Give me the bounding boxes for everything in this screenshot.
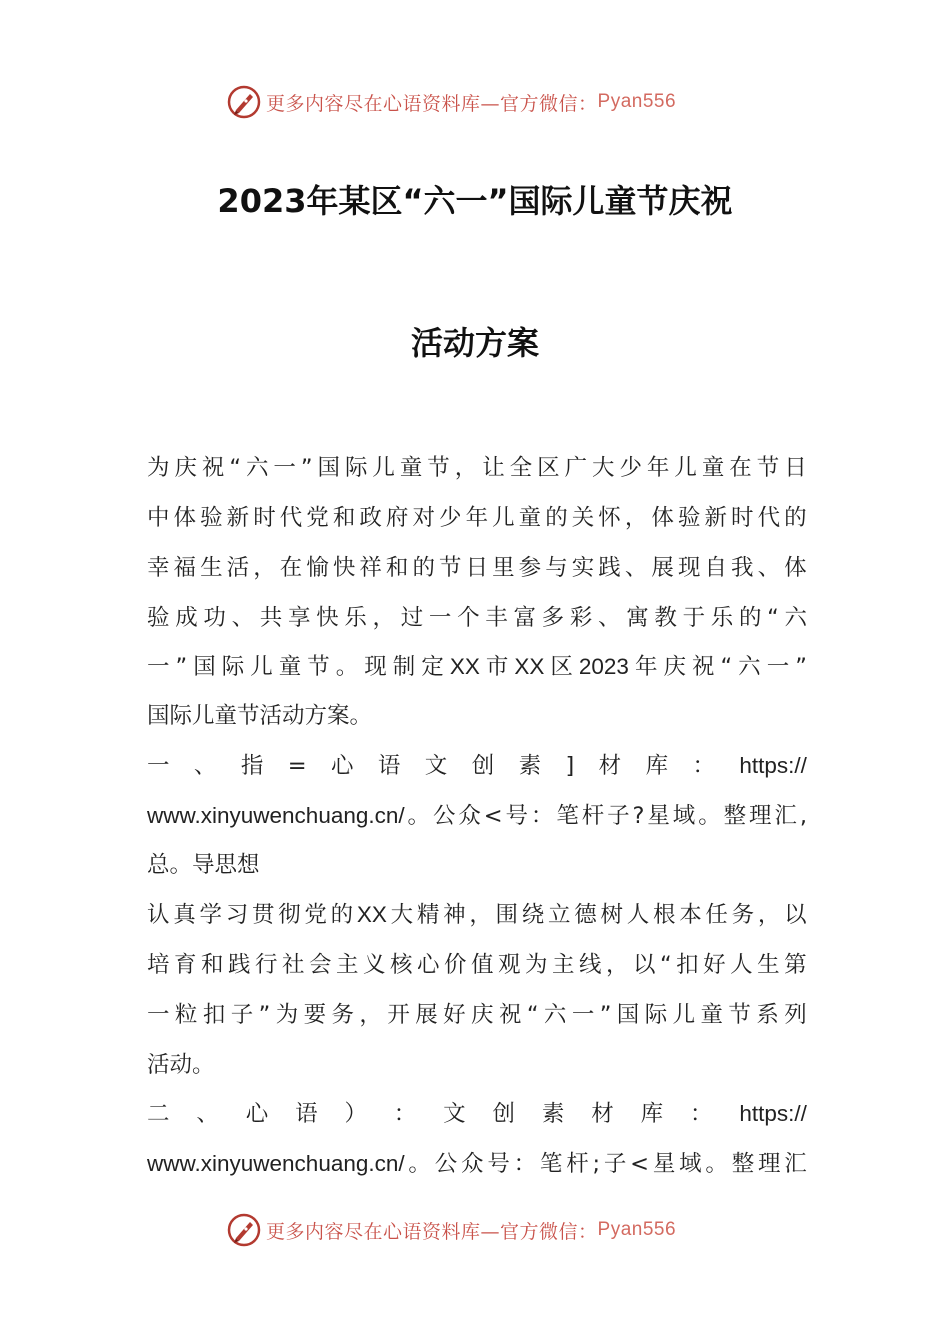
text-glyph: 一 bbox=[147, 1002, 170, 1028]
text-glyph: 在 bbox=[279, 555, 303, 581]
text-glyph: 的 bbox=[330, 902, 354, 928]
text-glyph: 务 bbox=[331, 1002, 355, 1028]
text-glyph: 线 bbox=[579, 952, 602, 978]
text-glyph: 活 bbox=[226, 555, 250, 581]
text-glyph: 幸 bbox=[147, 555, 170, 581]
text-glyph: 区 bbox=[550, 654, 573, 680]
header-watermark-banner bbox=[0, 82, 950, 122]
text-glyph: 生 bbox=[200, 555, 223, 581]
text-glyph: 多 bbox=[541, 605, 565, 631]
text-glyph: 和 bbox=[332, 505, 356, 531]
text-glyph: ” bbox=[258, 1002, 271, 1028]
text-glyph: 扣 bbox=[202, 1002, 226, 1028]
text-glyph: 习 bbox=[225, 902, 249, 928]
text-glyph: ， bbox=[359, 1002, 382, 1028]
text-glyph: 德 bbox=[574, 902, 597, 928]
text-glyph: 星 bbox=[652, 1151, 676, 1177]
body-line bbox=[147, 801, 807, 831]
text-glyph: 真 bbox=[173, 902, 196, 928]
text-glyph: ， bbox=[757, 902, 781, 928]
text-glyph: 星 bbox=[647, 803, 670, 829]
text-glyph: 践 bbox=[598, 555, 621, 581]
text-glyph: 六 bbox=[784, 605, 807, 631]
text-glyph: 一 bbox=[428, 605, 452, 631]
text-glyph: 童 bbox=[701, 455, 725, 481]
text-glyph: 公 bbox=[432, 803, 456, 829]
text-glyph: 众 bbox=[458, 803, 481, 829]
text-glyph: 展 bbox=[651, 555, 674, 581]
text-glyph: 定 bbox=[421, 654, 444, 680]
text-glyph: 务 bbox=[731, 902, 755, 928]
text-glyph: 一 bbox=[147, 654, 170, 680]
text-glyph: 号 bbox=[487, 1151, 510, 1177]
text-glyph: 一 bbox=[273, 455, 296, 481]
text-glyph: 共 bbox=[259, 605, 283, 631]
text-glyph: 节 bbox=[439, 555, 462, 581]
text-glyph: 理 bbox=[749, 803, 772, 829]
text-glyph: 立 bbox=[548, 902, 571, 928]
text-glyph: 新 bbox=[226, 505, 250, 531]
text-glyph: 市 bbox=[485, 654, 509, 680]
text-glyph: 成 bbox=[175, 605, 198, 631]
text-glyph: 要 bbox=[303, 1002, 327, 1028]
text-glyph: 国 bbox=[616, 1002, 640, 1028]
text-glyph: 扣 bbox=[676, 952, 699, 978]
text-glyph: “ bbox=[229, 455, 242, 481]
text-glyph: 粒 bbox=[174, 1002, 198, 1028]
text-glyph: < bbox=[630, 1151, 650, 1177]
text-glyph: ： bbox=[530, 803, 554, 829]
text-glyph: 创 bbox=[471, 753, 495, 779]
text-glyph: 验 bbox=[200, 505, 223, 531]
text-glyph: 时 bbox=[731, 505, 754, 531]
text-glyph: 与 bbox=[545, 555, 568, 581]
text-glyph: 区 bbox=[537, 455, 560, 481]
text-glyph: ” bbox=[175, 654, 188, 680]
text-glyph: 际 bbox=[221, 654, 245, 680]
text-glyph: 为 bbox=[275, 1002, 299, 1028]
text-glyph: 杆 bbox=[566, 1151, 589, 1177]
text-glyph: 验 bbox=[147, 605, 170, 631]
text-glyph: 现 bbox=[677, 555, 701, 581]
document-title-line-1: 2023年某区“六一”国际儿童节庆祝 bbox=[217, 182, 733, 220]
text-glyph: 少 bbox=[439, 505, 462, 531]
text-glyph: 语 bbox=[295, 1101, 318, 1127]
text-glyph: 行 bbox=[255, 952, 278, 978]
text-glyph: 彻 bbox=[278, 902, 301, 928]
text-glyph: 列 bbox=[784, 1002, 807, 1028]
text-glyph: 主 bbox=[552, 952, 575, 978]
text-glyph: 祝 bbox=[498, 1002, 522, 1028]
text-glyph: , bbox=[799, 803, 807, 829]
text-glyph: 好 bbox=[703, 952, 726, 978]
text-glyph: 杆 bbox=[581, 803, 605, 829]
text-glyph: ， bbox=[253, 555, 276, 581]
text-glyph: 怀 bbox=[598, 505, 621, 531]
text-glyph: 汇 bbox=[774, 803, 797, 829]
text-glyph: 义 bbox=[363, 952, 386, 978]
text-glyph: 号 bbox=[505, 803, 529, 829]
text-glyph: ， bbox=[624, 505, 648, 531]
text-glyph: 年 bbox=[465, 505, 489, 531]
text-glyph: 认 bbox=[147, 902, 170, 928]
text-glyph: 文 bbox=[424, 753, 448, 779]
text-glyph: 和 bbox=[385, 555, 409, 581]
body-line bbox=[147, 503, 807, 533]
text-glyph: 值 bbox=[471, 952, 494, 978]
text-glyph: “ bbox=[767, 605, 779, 631]
text-glyph: 童 bbox=[399, 455, 423, 481]
text-glyph: 自 bbox=[704, 555, 727, 581]
text-glyph: 验 bbox=[677, 505, 701, 531]
text-glyph: 围 bbox=[495, 902, 519, 928]
text-glyph: 域 bbox=[672, 803, 696, 829]
text-glyph: 丰 bbox=[485, 605, 508, 631]
text-glyph: 指 bbox=[240, 753, 264, 779]
text-glyph: 日 bbox=[784, 455, 807, 481]
text-glyph: 主 bbox=[336, 952, 359, 978]
text-glyph: 第 bbox=[784, 952, 807, 978]
text-glyph: ; bbox=[592, 1151, 601, 1177]
text-glyph: 快 bbox=[332, 555, 356, 581]
text-glyph: 里 bbox=[492, 555, 515, 581]
text-glyph: 年 bbox=[634, 654, 658, 680]
text-glyph: 关 bbox=[571, 505, 595, 531]
text-glyph: 创 bbox=[492, 1101, 516, 1127]
text-glyph: 庆 bbox=[174, 455, 197, 481]
text-glyph: 儿 bbox=[250, 654, 273, 680]
text-glyph: 子 bbox=[230, 1002, 254, 1028]
text-glyph: 国 bbox=[317, 455, 340, 481]
text-glyph: 、 bbox=[196, 1101, 219, 1127]
wechat-id: Pyan556 bbox=[597, 91, 677, 112]
text-glyph: 素 bbox=[541, 1101, 565, 1127]
text-glyph: 系 bbox=[756, 1002, 779, 1028]
text-glyph: 童 bbox=[518, 505, 542, 531]
watermark-text: 更多内容尽在心语资料库—官方微信： bbox=[266, 1220, 598, 1243]
text-glyph: “ bbox=[720, 654, 733, 680]
text-glyph: 乐 bbox=[344, 605, 367, 631]
text-glyph: 体 bbox=[173, 505, 197, 531]
text-glyph: 的 bbox=[412, 555, 435, 581]
text-glyph: 个 bbox=[457, 605, 480, 631]
text-glyph: 生 bbox=[757, 952, 780, 978]
body-line: 国际儿童节活动方案。 bbox=[147, 703, 373, 729]
text-glyph: 日 bbox=[465, 555, 489, 581]
text-glyph: 六 bbox=[738, 654, 761, 680]
text-glyph: 我 bbox=[731, 555, 754, 581]
text-glyph: 庆 bbox=[471, 1002, 494, 1028]
text-glyph: 寓 bbox=[626, 605, 649, 631]
text-glyph: = bbox=[287, 753, 307, 779]
text-glyph: 福 bbox=[173, 555, 197, 581]
text-glyph: 功 bbox=[203, 605, 226, 631]
text-glyph: 全 bbox=[509, 455, 533, 481]
text-glyph: https:// bbox=[739, 1101, 807, 1126]
text-glyph: ? bbox=[632, 803, 645, 829]
body-line bbox=[147, 553, 807, 583]
text-glyph: 参 bbox=[518, 555, 542, 581]
text-glyph: 乐 bbox=[710, 605, 734, 631]
text-glyph: 、 bbox=[757, 555, 781, 581]
text-glyph: 子 bbox=[603, 1151, 627, 1177]
text-glyph: ： bbox=[692, 753, 715, 779]
text-glyph: 素 bbox=[518, 753, 542, 779]
text-glyph: 为 bbox=[525, 952, 548, 978]
text-glyph: 库 bbox=[640, 1101, 664, 1127]
text-glyph: www.xinyuwenchuang.cn/ bbox=[147, 803, 405, 828]
text-glyph: 。 bbox=[407, 803, 431, 829]
text-glyph: 新 bbox=[704, 505, 727, 531]
text-glyph: 节 bbox=[307, 654, 330, 680]
text-glyph: 教 bbox=[654, 605, 677, 631]
body-line bbox=[147, 652, 807, 682]
text-glyph: 制 bbox=[392, 654, 416, 680]
text-glyph: ： bbox=[513, 1151, 537, 1177]
text-glyph: 心 bbox=[417, 952, 440, 978]
text-glyph: 材 bbox=[591, 1101, 614, 1127]
text-glyph: 年 bbox=[646, 455, 670, 481]
text-glyph: 庆 bbox=[663, 654, 686, 680]
text-glyph: 祥 bbox=[359, 555, 382, 581]
text-glyph: 2023 bbox=[578, 654, 629, 679]
text-glyph: 整 bbox=[731, 1151, 755, 1177]
body-line bbox=[147, 900, 807, 930]
text-glyph: 人 bbox=[730, 952, 753, 978]
text-glyph: 富 bbox=[513, 605, 536, 631]
text-glyph: https:// bbox=[739, 753, 807, 778]
text-glyph: 时 bbox=[253, 505, 276, 531]
text-glyph: XX bbox=[356, 902, 387, 927]
text-glyph: 价 bbox=[444, 952, 467, 978]
text-glyph: 。 bbox=[335, 654, 359, 680]
text-glyph: 少 bbox=[619, 455, 642, 481]
text-glyph: 中 bbox=[147, 505, 170, 531]
text-glyph: 公 bbox=[434, 1151, 458, 1177]
text-glyph: 于 bbox=[682, 605, 706, 631]
body-line: 总。导思想 bbox=[147, 852, 260, 878]
text-glyph: 的 bbox=[784, 505, 807, 531]
text-glyph: 府 bbox=[385, 505, 409, 531]
text-glyph: ， bbox=[606, 952, 629, 978]
text-glyph: ） bbox=[344, 1101, 367, 1127]
text-glyph: 精 bbox=[416, 902, 440, 928]
pen-nib-logo-icon bbox=[226, 1212, 262, 1248]
text-glyph: 过 bbox=[400, 605, 424, 631]
text-glyph: 童 bbox=[700, 1002, 724, 1028]
text-glyph: 大 bbox=[390, 902, 414, 928]
text-glyph: 儿 bbox=[372, 455, 395, 481]
text-glyph: 。 bbox=[705, 1151, 728, 1177]
text-glyph: 彩 bbox=[569, 605, 593, 631]
text-glyph: < bbox=[483, 803, 503, 829]
text-glyph: 、 bbox=[231, 605, 255, 631]
footer-watermark-banner bbox=[0, 1210, 950, 1250]
text-glyph: 笔 bbox=[539, 1151, 563, 1177]
text-glyph: 开 bbox=[387, 1002, 410, 1028]
text-glyph: ， bbox=[469, 902, 492, 928]
text-glyph: 体 bbox=[784, 555, 807, 581]
text-glyph: 众 bbox=[461, 1151, 484, 1177]
body-line bbox=[147, 453, 807, 483]
text-glyph: 整 bbox=[723, 803, 747, 829]
text-glyph: 节 bbox=[427, 455, 450, 481]
text-glyph: 的 bbox=[545, 505, 568, 531]
text-glyph: 国 bbox=[193, 654, 216, 680]
text-glyph: 观 bbox=[498, 952, 521, 978]
text-glyph: 神 bbox=[443, 902, 466, 928]
watermark-text: 更多内容尽在心语资料库—官方微信： bbox=[266, 92, 598, 115]
text-glyph: 心 bbox=[245, 1101, 269, 1127]
document-title-line-2: 活动方案 bbox=[410, 324, 539, 362]
text-glyph: 儿 bbox=[672, 1002, 696, 1028]
text-glyph: 实 bbox=[571, 555, 595, 581]
text-glyph: 根 bbox=[652, 902, 676, 928]
text-glyph: www.xinyuwenchuang.cn/ bbox=[147, 1151, 405, 1176]
wechat-id: Pyan556 bbox=[597, 1219, 677, 1240]
section-heading-1 bbox=[147, 751, 807, 781]
text-glyph: 社 bbox=[282, 952, 305, 978]
text-glyph: 在 bbox=[729, 455, 752, 481]
text-glyph: ： bbox=[689, 1101, 713, 1127]
text-glyph: 以 bbox=[633, 952, 656, 978]
text-glyph: 让 bbox=[482, 455, 505, 481]
text-glyph: 际 bbox=[644, 1002, 668, 1028]
text-glyph: 文 bbox=[443, 1101, 466, 1127]
text-glyph: 理 bbox=[758, 1151, 781, 1177]
text-glyph: 享 bbox=[287, 605, 311, 631]
text-glyph: 六 bbox=[543, 1002, 567, 1028]
text-glyph: 的 bbox=[738, 605, 762, 631]
text-glyph: 贯 bbox=[251, 902, 275, 928]
text-glyph: ” bbox=[795, 654, 807, 680]
text-glyph: 代 bbox=[279, 505, 303, 531]
text-glyph: 广 bbox=[564, 455, 588, 481]
text-glyph: 学 bbox=[199, 902, 222, 928]
text-glyph: ， bbox=[372, 605, 396, 631]
pen-nib-logo-icon bbox=[226, 84, 262, 120]
text-glyph: 好 bbox=[443, 1002, 466, 1028]
text-glyph: 本 bbox=[679, 902, 702, 928]
text-glyph: ] bbox=[565, 753, 575, 779]
text-glyph: 际 bbox=[344, 455, 368, 481]
text-glyph: 现 bbox=[364, 654, 387, 680]
text-glyph: 为 bbox=[147, 455, 170, 481]
text-glyph: 人 bbox=[626, 902, 650, 928]
text-glyph: 和 bbox=[201, 952, 224, 978]
section-heading-2 bbox=[147, 1099, 807, 1129]
text-glyph: ： bbox=[393, 1101, 417, 1127]
text-glyph: 材 bbox=[598, 753, 622, 779]
text-glyph: 、 bbox=[598, 605, 621, 631]
text-glyph: 任 bbox=[705, 902, 728, 928]
text-glyph: 节 bbox=[728, 1002, 751, 1028]
text-glyph: XX bbox=[514, 654, 545, 679]
text-glyph: 会 bbox=[309, 952, 332, 978]
text-glyph: 党 bbox=[306, 505, 329, 531]
text-glyph: 一 bbox=[766, 654, 790, 680]
text-glyph: 树 bbox=[600, 902, 623, 928]
text-glyph: 。 bbox=[408, 1151, 431, 1177]
text-glyph: 库 bbox=[645, 753, 669, 779]
text-glyph: 、 bbox=[624, 555, 648, 581]
text-glyph: 一 bbox=[147, 753, 170, 779]
body-line bbox=[147, 1149, 807, 1179]
text-glyph: “ bbox=[526, 1002, 539, 1028]
text-glyph: 以 bbox=[784, 902, 807, 928]
text-glyph: 域 bbox=[679, 1151, 702, 1177]
body-line: 活动。 bbox=[147, 1052, 215, 1078]
text-glyph: 快 bbox=[316, 605, 339, 631]
text-glyph: 党 bbox=[304, 902, 327, 928]
text-glyph: 践 bbox=[228, 952, 251, 978]
text-glyph: 核 bbox=[390, 952, 413, 978]
text-glyph: 节 bbox=[756, 455, 780, 481]
text-glyph: 笔 bbox=[556, 803, 579, 829]
text-glyph: 一 bbox=[571, 1002, 595, 1028]
text-glyph: 六 bbox=[245, 455, 269, 481]
text-glyph: 汇 bbox=[784, 1151, 807, 1177]
text-glyph: 心 bbox=[330, 753, 354, 779]
text-glyph: ” bbox=[599, 1002, 612, 1028]
text-glyph: 语 bbox=[377, 753, 401, 779]
text-glyph: 政 bbox=[359, 505, 382, 531]
text-glyph: 体 bbox=[651, 505, 674, 531]
body-line bbox=[147, 1000, 807, 1030]
text-glyph: 、 bbox=[193, 753, 217, 779]
text-glyph: 。 bbox=[698, 803, 721, 829]
text-glyph: 儿 bbox=[674, 455, 697, 481]
text-glyph: ” bbox=[300, 455, 313, 481]
text-glyph: 二 bbox=[147, 1101, 170, 1127]
text-glyph: 对 bbox=[412, 505, 435, 531]
text-glyph: 代 bbox=[757, 505, 781, 531]
text-glyph: 培 bbox=[147, 952, 170, 978]
text-glyph: 绕 bbox=[521, 902, 545, 928]
text-glyph: 子 bbox=[607, 803, 630, 829]
text-glyph: 祝 bbox=[201, 455, 225, 481]
text-glyph: 儿 bbox=[492, 505, 515, 531]
text-glyph: 大 bbox=[592, 455, 615, 481]
text-glyph: ， bbox=[454, 455, 478, 481]
text-glyph: “ bbox=[660, 952, 672, 978]
text-glyph: XX bbox=[449, 654, 480, 679]
text-glyph: 展 bbox=[415, 1002, 438, 1028]
text-glyph: 童 bbox=[278, 654, 302, 680]
text-glyph: 愉 bbox=[306, 555, 329, 581]
text-glyph: 祝 bbox=[691, 654, 715, 680]
body-line bbox=[147, 950, 807, 980]
text-glyph: 育 bbox=[174, 952, 197, 978]
body-line bbox=[147, 603, 807, 633]
